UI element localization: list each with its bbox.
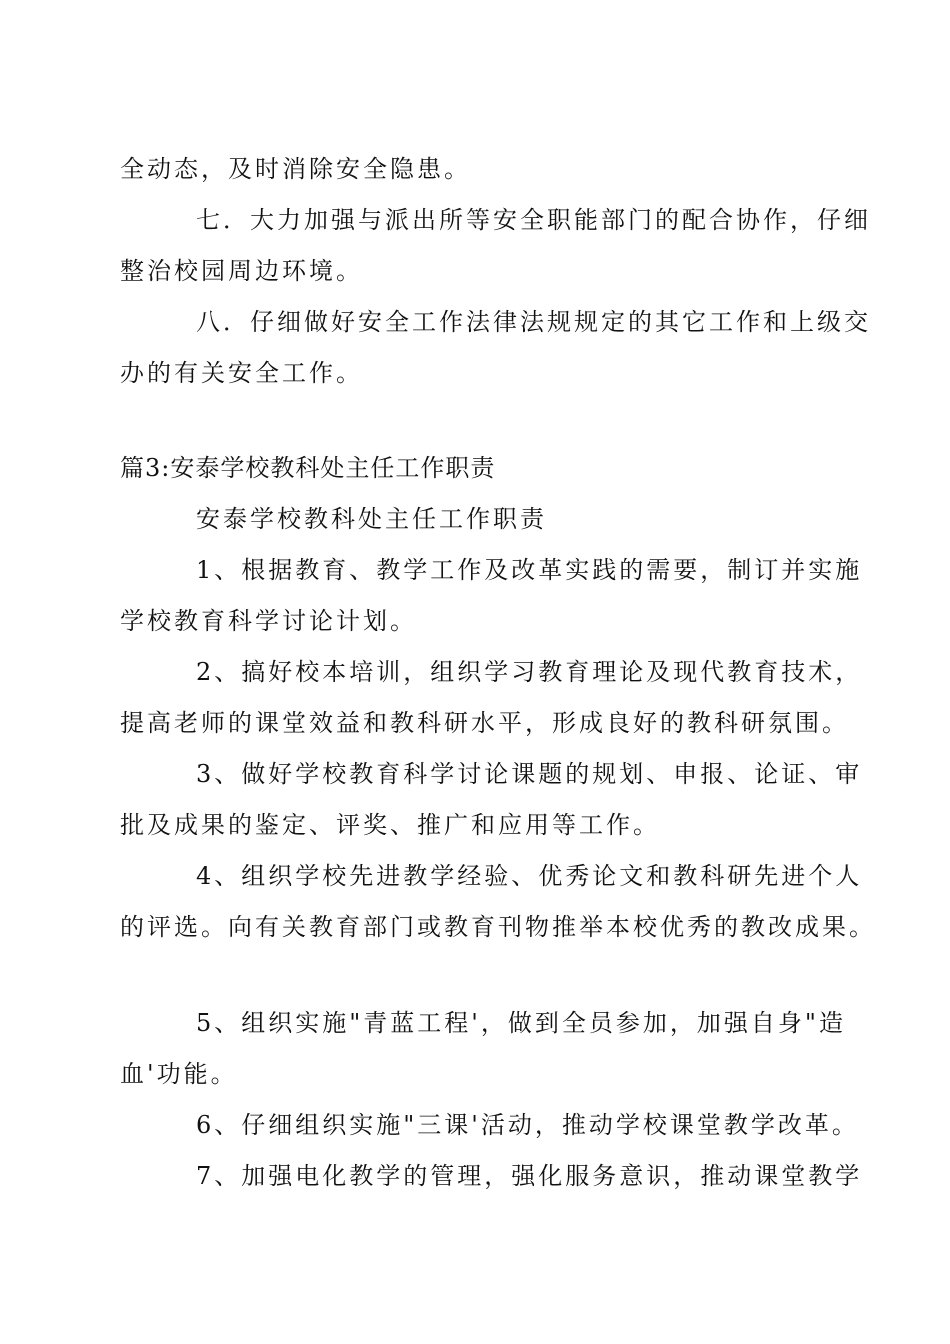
paragraph-line: 5、组织实施"青蓝工程'，做到全员参加，加强自身"造 [196, 1009, 846, 1037]
paragraph-line: 全动态，及时消除安全隐患。 [120, 155, 471, 183]
paragraph-line: 4、组织学校先进教学经验、优秀论文和教科研先进个人 [196, 862, 863, 890]
paragraph-line: 6、仔细组织实施"三课'活动，推动学校课堂教学改革。 [196, 1111, 859, 1139]
paragraph-line: 七．大力加强与派出所等安全职能部门的配合协作，仔细 [196, 206, 871, 234]
paragraph-line: 批及成果的鉴定、评奖、推广和应用等工作。 [120, 811, 660, 839]
paragraph-line: 提高老师的课堂效益和教科研水平，形成良好的教科研氛围。 [120, 709, 849, 737]
section-heading: 篇3:安泰学校教科处主任工作职责 [120, 454, 496, 482]
paragraph-line: 1、根据教育、教学工作及改革实践的需要，制订并实施 [196, 556, 863, 584]
paragraph-line: 整治校园周边环境。 [120, 257, 363, 285]
paragraph-line: 办的有关安全工作。 [120, 359, 363, 387]
paragraph-line: 的评选。向有关教育部门或教育刊物推举本校优秀的教改成果。 [120, 913, 876, 941]
paragraph-line: 3、做好学校教育科学讨论课题的规划、申报、论证、审 [196, 760, 863, 788]
paragraph-line: 学校教育科学讨论计划。 [120, 607, 417, 635]
section-title: 安泰学校教科处主任工作职责 [196, 505, 547, 533]
paragraph-line: 血'功能。 [120, 1060, 238, 1088]
paragraph-line: 八．仔细做好安全工作法律法规规定的其它工作和上级交 [196, 308, 871, 336]
paragraph-line: 7、加强电化教学的管理，强化服务意识，推动课堂教学 [196, 1162, 863, 1190]
paragraph-line: 2、搞好校本培训，组织学习教育理论及现代教育技术， [196, 658, 863, 686]
